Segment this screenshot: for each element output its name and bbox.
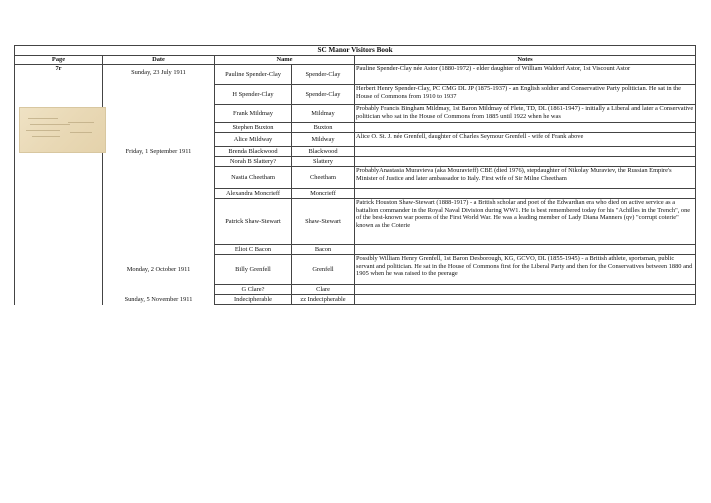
table-row (15, 157, 696, 167)
date-cell-empty (103, 167, 215, 189)
visitor-surname: Spender-Clay (292, 65, 355, 85)
visitor-surname: Mildmay (292, 105, 355, 123)
table-row (15, 255, 696, 285)
visitor-surname: Slattery (292, 157, 355, 167)
date-cell: Monday, 2 October 1911 (103, 255, 215, 285)
visitor-name: Norah B Slattery? (215, 157, 292, 167)
table-row (15, 147, 696, 157)
date-cell: Sunday, 5 November 1911 (103, 295, 215, 305)
date-cell-empty (103, 189, 215, 199)
date-cell-empty (103, 105, 215, 123)
visitor-notes (355, 285, 696, 295)
visitor-notes (355, 189, 696, 199)
visitors-book-page-thumbnail (19, 107, 106, 153)
visitor-surname: Clare (292, 285, 355, 295)
table-row (15, 105, 696, 123)
table-row (15, 285, 696, 295)
column-header-date: Date (103, 56, 215, 65)
table-row (15, 85, 696, 105)
visitor-surname: Moncrieff (292, 189, 355, 199)
visitor-name: Frank Mildmay (215, 105, 292, 123)
visitor-name: Billy Grenfell (215, 255, 292, 285)
visitor-notes: Patrick Houston Shaw-Stewart (1888-1917) - a British scholar and poet of the Edwardian era who died on active service as a battalion commander in the Royal Naval Division during WW1. He is best remembered today for his "Achilles in the Trench", one of the best-known war poems of the First World War. He was a leading member of Lady Diana Manners (qv) "corrupt coterie" known as the Coterie (355, 199, 696, 245)
visitor-notes: Probably Francis Bingham Mildmay, 1st Baron Mildmay of Flete, TD, DL (1861-1947) - initially a Liberal and later a Conservative politician who sat in the House of Commons from 1885 until 1922 when he was (355, 105, 696, 123)
visitor-surname: Shaw-Stewart (292, 199, 355, 245)
date-cell: Friday, 1 September 1911 (103, 147, 215, 157)
visitor-surname: Bacon (292, 245, 355, 255)
visitor-surname: Cheetham (292, 167, 355, 189)
visitor-name: Indecipherable (215, 295, 292, 305)
table-row (15, 65, 696, 85)
visitor-notes (355, 157, 696, 167)
visitor-name: Nastia Cheetham (215, 167, 292, 189)
table-row (15, 133, 696, 147)
date-cell-empty (103, 245, 215, 255)
visitor-notes (355, 245, 696, 255)
visitor-surname: Blackwood (292, 147, 355, 157)
column-header-page: Page (15, 56, 103, 65)
visitor-surname: Buxton (292, 123, 355, 133)
date-cell-empty (103, 133, 215, 147)
table-row (15, 295, 696, 305)
date-cell-empty (103, 85, 215, 105)
visitor-name: H Spender-Clay (215, 85, 292, 105)
visitor-surname: Grenfell (292, 255, 355, 285)
visitor-name: Stephen Buxton (215, 123, 292, 133)
column-header-notes: Notes (355, 56, 696, 65)
visitor-name: Eliot C Bacon (215, 245, 292, 255)
visitor-name: Alexandra Moncrieff (215, 189, 292, 199)
date-cell-empty (103, 157, 215, 167)
column-header-name: Name (215, 56, 355, 65)
visitor-name: Brenda Blackwood (215, 147, 292, 157)
visitor-notes: Possibly William Henry Grenfell, 1st Baron Desborough, KG, GCVO, DL (1855-1945) - a British athlete, sportsman, public servant and politician. He sat in the House of Commons first for the Liberal Party and then for the Conservatives between 1880 and 1905 when he was raised to the peerage (355, 255, 696, 285)
visitor-notes: Pauline Spender-Clay née Astor (1880-1972) - elder daughter of William Waldorf Astor, 1st Viscount Astor (355, 65, 696, 85)
date-cell-empty (103, 123, 215, 133)
page-number: 7r (15, 65, 103, 305)
visitors-book-sheet (14, 45, 695, 305)
visitor-notes (355, 123, 696, 133)
visitor-notes (355, 147, 696, 157)
visitor-surname: Mildway (292, 133, 355, 147)
date-cell: Sunday, 23 July 1911 (103, 65, 215, 85)
table-row (15, 189, 696, 199)
visitor-surname: Spender-Clay (292, 85, 355, 105)
visitor-notes: Alice O. St. J. née Grenfell, daughter of Charles Seymour Grenfell - wife of Frank above (355, 133, 696, 147)
visitor-notes: Herbert Henry Spender-Clay, PC CMG DL JP (1875-1937) - an English soldier and Conservative Party politician. He sat in the House of Commons from 1910 to 1937 (355, 85, 696, 105)
visitor-name: Alice Mildway (215, 133, 292, 147)
sheet-title: SC Manor Visitors Book (15, 46, 696, 56)
visitor-notes (355, 295, 696, 305)
table-row (15, 245, 696, 255)
date-cell-empty (103, 285, 215, 295)
visitors-table (14, 45, 696, 305)
visitor-name: Pauline Spender-Clay (215, 65, 292, 85)
date-cell-empty (103, 199, 215, 245)
table-row (15, 123, 696, 133)
table-row (15, 167, 696, 189)
table-row (15, 199, 696, 245)
visitor-notes: ProbablyAnastasia Muravieva (aka Mouravieff) CBE (died 1976), stepdaughter of Nikolay Muraviev, the Russian Empire's Minister of Justice and later ambassador to Italy. First wife of Sir Milne Cheetham (355, 167, 696, 189)
visitor-name: Patrick Shaw-Stewart (215, 199, 292, 245)
visitor-surname: zz Indecipherable (292, 295, 355, 305)
visitor-name: G Clare? (215, 285, 292, 295)
